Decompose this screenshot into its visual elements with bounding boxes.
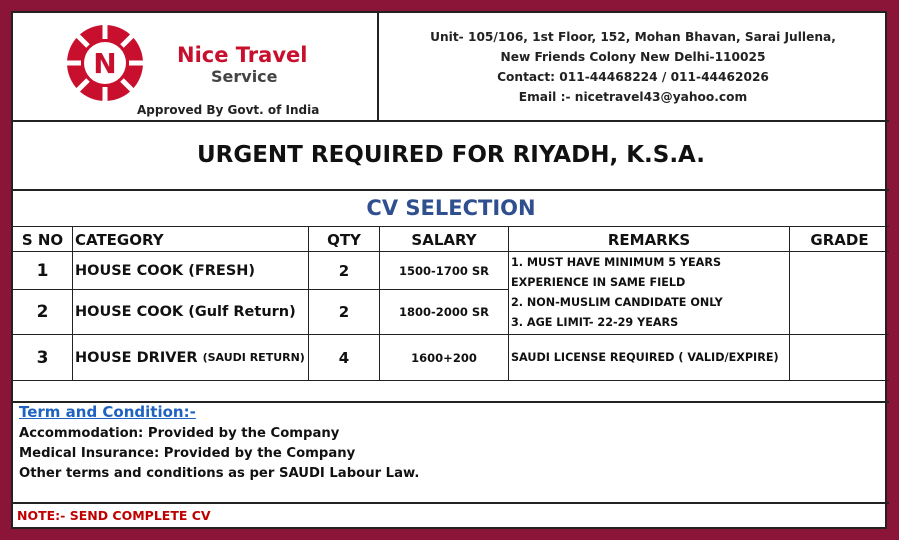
page-title: URGENT REQUIRED FOR RIYADH, K.S.A. bbox=[196, 142, 706, 168]
table-top-rule bbox=[13, 226, 889, 227]
flyer-sheet bbox=[11, 11, 887, 529]
brand-subtitle: Service bbox=[211, 67, 278, 86]
brand-name: Nice Travel bbox=[177, 43, 308, 67]
row-salary: 1600+200 bbox=[411, 350, 477, 365]
row-sno: 1 bbox=[36, 260, 49, 281]
row-category: HOUSE COOK (FRESH) bbox=[75, 262, 256, 279]
remark-line: EXPERIENCE IN SAME FIELD bbox=[511, 276, 686, 289]
row-qty: 2 bbox=[338, 261, 350, 280]
terms-bottom-rule bbox=[13, 502, 889, 504]
remark-line: 1. MUST HAVE MINIMUM 5 YEARS bbox=[511, 256, 722, 269]
terms-line: Other terms and conditions as per SAUDI Labour Law. bbox=[19, 466, 420, 481]
remark-line: 3. AGE LIMIT- 22-29 YEARS bbox=[511, 316, 679, 329]
row-salary: 1500-1700 SR bbox=[399, 263, 489, 278]
column-header: SALARY bbox=[411, 231, 477, 249]
note-text: NOTE:- SEND COMPLETE CV bbox=[17, 508, 211, 523]
column-divider bbox=[72, 226, 73, 381]
remark-line: 2. NON-MUSLIM CANDIDATE ONLY bbox=[511, 296, 723, 309]
email-line: Email :- nicetravel43@yahoo.com bbox=[518, 90, 748, 104]
row-sno: 2 bbox=[36, 302, 49, 322]
company-logo bbox=[53, 19, 343, 123]
column-header: REMARKS bbox=[607, 231, 691, 249]
terms-line: Medical Insurance: Provided by the Company bbox=[19, 446, 356, 461]
address-line: Unit- 105/106, 1st Floor, 152, Mohan Bhavan, Sarai Jullena, bbox=[430, 30, 836, 44]
row-qty: 2 bbox=[338, 303, 350, 321]
remarks-cell: SAUDI LICENSE REQUIRED ( VALID/EXPIRE) bbox=[511, 350, 779, 364]
category-label: HOUSE DRIVER bbox=[75, 349, 198, 366]
header-bottom-rule bbox=[13, 120, 889, 122]
column-header: S NO bbox=[21, 231, 64, 249]
row-category: HOUSE COOK (Gulf Return) bbox=[75, 304, 296, 320]
contact-line: Contact: 011-44468224 / 011-44462026 bbox=[497, 70, 769, 84]
approval-text: Approved By Govt. of India bbox=[137, 103, 320, 117]
row-salary: 1800-2000 SR bbox=[399, 305, 489, 319]
logo-emblem-icon bbox=[53, 21, 157, 105]
company-address bbox=[379, 27, 887, 107]
remarks-cell bbox=[511, 253, 787, 333]
column-header: CATEGORY bbox=[75, 231, 164, 249]
row-rule bbox=[13, 380, 889, 381]
terms-title: Term and Condition:- bbox=[19, 403, 196, 421]
row-category bbox=[75, 335, 308, 380]
svg-text:N: N bbox=[93, 47, 117, 80]
row-sno: 3 bbox=[36, 347, 49, 368]
column-header: GRADE bbox=[810, 231, 869, 249]
address-line: New Friends Colony New Delhi-110025 bbox=[500, 50, 766, 64]
row-qty: 4 bbox=[338, 348, 350, 367]
headline-bottom-rule bbox=[13, 189, 889, 191]
section-title: CV SELECTION bbox=[366, 196, 536, 220]
category-note: (SAUDI RETURN) bbox=[202, 351, 305, 364]
header-divider bbox=[377, 13, 379, 121]
terms-line: Accommodation: Provided by the Company bbox=[19, 426, 340, 441]
column-header: QTY bbox=[327, 231, 361, 249]
